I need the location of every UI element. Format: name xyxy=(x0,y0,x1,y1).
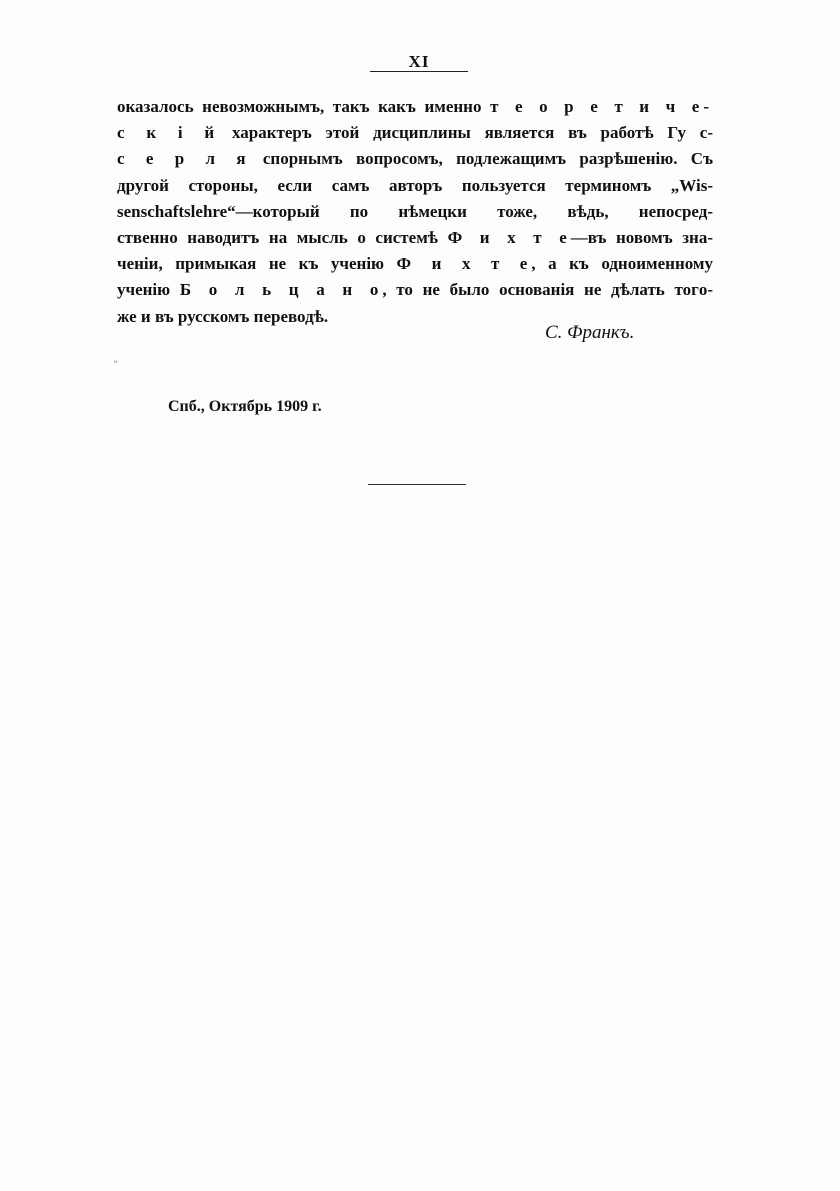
header-rule xyxy=(370,71,468,72)
text-line: senschaftslehre“—который по нѣмецки тоже, вѣдь, непосред- xyxy=(117,201,713,221)
spaced-term: Ф и х т е xyxy=(447,227,571,247)
text-line: оказалось невозможнымъ, такъ какъ именно т е о р е т и ч е- xyxy=(117,97,714,116)
page-number: XI xyxy=(408,52,430,71)
spaced-term: с е р л я xyxy=(117,149,250,169)
author-signature: С. Франкъ. xyxy=(545,322,635,343)
spaced-term: Ф и х т е xyxy=(396,254,532,274)
spaced-term: Б о л ь ц а н о xyxy=(179,280,383,300)
text-line: другой стороны, если самъ авторъ пользуется терминомъ „Wis- xyxy=(117,175,713,195)
text-line: же и въ русскомъ переводѣ. xyxy=(117,306,329,326)
date-place-line: Спб., Октябрь 1909 г. xyxy=(168,398,322,415)
end-rule xyxy=(368,484,466,485)
spaced-term: т е о р е т и ч е- xyxy=(490,97,714,116)
stray-print-mark: ᵕ xyxy=(114,355,118,369)
text-line: ственно наводитъ на мысль о системѣ Ф и х т е—въ новомъ зна- xyxy=(117,227,713,247)
spaced-term: с к і й xyxy=(117,123,219,143)
text-line: с к і й характеръ этой дисциплины является въ работѣ Гу с- xyxy=(117,123,713,143)
text-line: ченіи, примыкая не къ ученію Ф и х т е, а къ одноименному xyxy=(117,254,713,274)
text-line: ученію Б о л ь ц а н о, то не было основанія не дѣлать тогo- xyxy=(117,280,713,300)
body-paragraph xyxy=(117,94,713,330)
text-line: с е р л я спорнымъ вопросомъ, подлежащимъ разрѣшенію. Съ xyxy=(117,149,713,169)
